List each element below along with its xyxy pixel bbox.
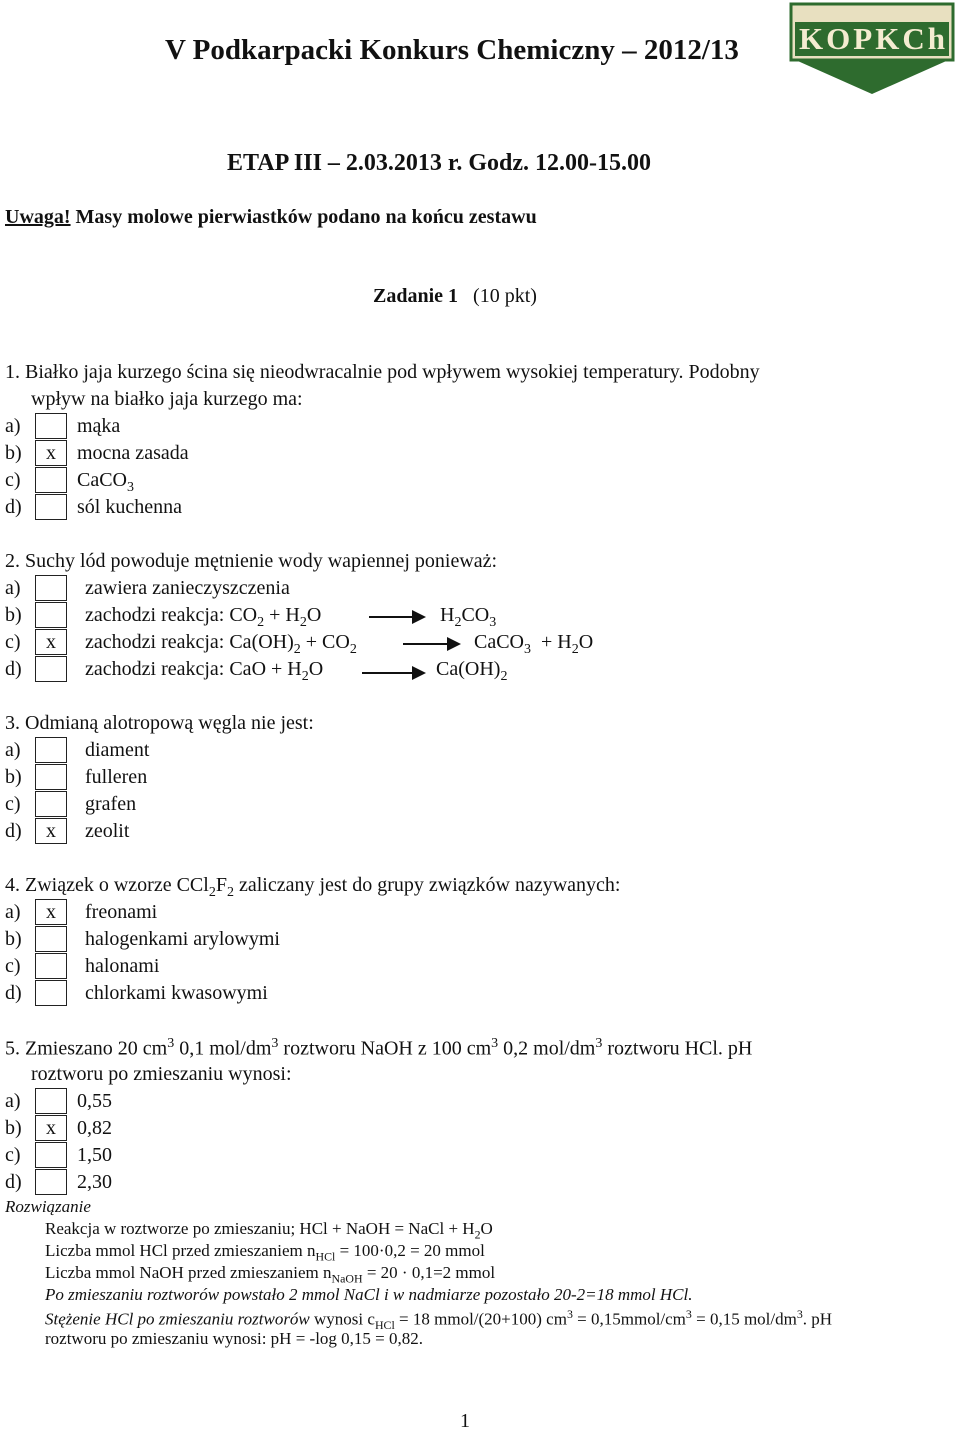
solution-line-1: Reakcja w roztworze po zmieszaniu; HCl + NaOH = NaCl + $H_2O$ [45,1219,493,1242]
stage-info: ETAP III – 2.03.2013 r. Godz. 12.00-15.00 [227,150,652,176]
q1-option-b: mocna zasada [77,442,189,464]
q5-stem-line1: 5. Zmieszano 20 $cm^3$ 0,1 mol/$dm^3$ roztworu NaOH z 100 $cm^3$ 0,2 mol/$dm^3$ roztworu HCl. pH [5,1036,753,1060]
q4-letter-b: b) [5,928,22,950]
q1-option-d: sól kuchenna [77,496,182,518]
q2-checkbox-b[interactable] [35,602,67,628]
q4-letter-d: d) [5,982,22,1004]
q2-checkbox-c[interactable]: x [35,629,67,655]
q3-checkbox-a[interactable] [35,737,67,763]
q4-stem: 4. Związek o wzorze $CCl_2F_2$ zaliczany jest do grupy związków nazywanych: [5,874,621,900]
q4-letter-c: c) [5,955,21,977]
q5-checkbox-d[interactable] [35,1169,67,1195]
q2-letter-d: d) [5,658,22,680]
task-title: Zadanie 1 [373,285,459,307]
q1-letter-c: c) [5,469,21,491]
q4-checkbox-c[interactable] [35,953,67,979]
q2-letter-c: c) [5,631,21,653]
solution-line-4: Po zmieszaniu roztworów powstało 2 mmol NaCl i w nadmiarze pozostało 20-2=18 mmol HCl. [45,1285,693,1304]
q5-letter-c: c) [5,1144,21,1166]
q1-stem-line2: wpływ na białko jaja kurzego ma: [31,388,303,410]
note-line [5,206,537,229]
q4-option-a: freonami [85,901,158,923]
reaction-arrow-icon [403,643,459,645]
q5-option-c: 1,50 [77,1144,112,1166]
q3-checkbox-d[interactable]: x [35,818,67,844]
kopkch-logo [787,2,957,95]
q2-option-c-products: CaCO$_3$ + $H_2O$ [474,631,594,657]
q1-letter-b: b) [5,442,22,464]
q1-letter-d: d) [5,496,22,518]
q3-stem: 3. Odmianą alotropową węgla nie jest: [5,712,314,734]
q4-checkbox-b[interactable] [35,926,67,952]
q2-stem: 2. Suchy lód powoduje mętnienie wody wapiennej ponieważ: [5,550,498,572]
q3-checkbox-b[interactable] [35,764,67,790]
solution-line-5: Stężenie HCl po zmieszaniu roztworów wynosi $c_{HCl} = 18$ mmol/(20+100) $cm^3$ = $0,15mmol/cm^3 = 0,15$ mol/$dm^3$. pH [45,1307,833,1333]
q4-letter-a: a) [5,901,21,923]
q4-option-c: halonami [85,955,160,977]
q5-checkbox-c[interactable] [35,1142,67,1168]
q5-stem-line2: roztworu po zmieszaniu wynosi: [31,1063,292,1085]
q3-option-a: diament [85,739,150,761]
reaction-arrow-icon [369,616,424,618]
q5-letter-b: b) [5,1117,22,1139]
q1-checkbox-c[interactable] [35,467,67,493]
q1-letter-a: a) [5,415,21,437]
reaction-arrow-icon [362,672,424,674]
q2-option-a: zawiera zanieczyszczenia [85,577,290,599]
q5-option-d: 2,30 [77,1171,112,1193]
q2-option-d-products: $Ca(OH)_2$ [436,658,508,684]
note-text: Masy molowe pierwiastków podano na końcu zestawu [70,206,537,228]
q3-letter-c: c) [5,793,21,815]
q3-option-d: zeolit [85,820,130,842]
task-heading [373,285,537,308]
q2-letter-a: a) [5,577,21,599]
q1-checkbox-d[interactable] [35,494,67,520]
task-points: (10 pkt) [473,285,537,307]
q1-stem-line1: 1. Białko jaja kurzego ścina się nieodwracalnie pod wpływem wysokiej temperatury. Podobny [5,361,760,383]
q2-checkbox-a[interactable] [35,575,67,601]
q2-option-c-reactants: zachodzi reakcja: $Ca(OH)_2 + CO_2$ [85,631,357,657]
q3-letter-a: a) [5,739,21,761]
q4-option-b: halogenkami arylowymi [85,928,280,950]
q5-checkbox-b[interactable]: x [35,1115,67,1141]
q5-letter-d: d) [5,1171,22,1193]
q3-letter-b: b) [5,766,22,788]
q5-checkbox-a[interactable] [35,1088,67,1114]
q3-letter-d: d) [5,820,22,842]
q2-option-b-products: $H_2CO_3$ [440,604,497,630]
svg-text:KOPKCh: KOPKCh [799,21,945,56]
q2-option-b-reactants: zachodzi reakcja: $CO_2 + H_2O$ [85,604,322,630]
solution-line-3: Liczba mmol NaOH przed zmieszaniem $n_{NaOH} = 20 \cdot 0,1=2$ mmol [45,1263,496,1286]
q5-letter-a: a) [5,1090,21,1112]
q1-checkbox-a[interactable] [35,413,67,439]
solution-label: Rozwiązanie [5,1197,91,1216]
q5-option-b: 0,82 [77,1117,112,1139]
q3-option-b: fulleren [85,766,148,788]
q5-option-a: 0,55 [77,1090,112,1112]
q4-checkbox-a[interactable]: x [35,899,67,925]
q2-letter-b: b) [5,604,22,626]
q1-checkbox-b[interactable]: x [35,440,67,466]
q4-checkbox-d[interactable] [35,980,67,1006]
document-title: V Podkarpacki Konkurs Chemiczny – 2012/13 [165,34,739,66]
q4-option-d: chlorkami kwasowymi [85,982,268,1004]
q1-option-a: mąka [77,415,121,437]
page-number: 1 [460,1410,470,1432]
q1-option-c: CaCO$_3$ [77,469,134,495]
q3-option-c: grafen [85,793,137,815]
solution-line-6: roztworu po zmieszaniu wynosi: pH = -log 0,15 = 0,82. [45,1329,424,1348]
solution-line-2: Liczba mmol HCl przed zmieszaniem $n_{HCl} = 100\cdot 0,2 = 20$ mmol [45,1241,485,1264]
q2-option-d-reactants: zachodzi reakcja: CaO + $H_2O$ [85,658,324,684]
note-label: Uwaga! [5,206,71,228]
q2-checkbox-d[interactable] [35,656,67,682]
q3-checkbox-c[interactable] [35,791,67,817]
